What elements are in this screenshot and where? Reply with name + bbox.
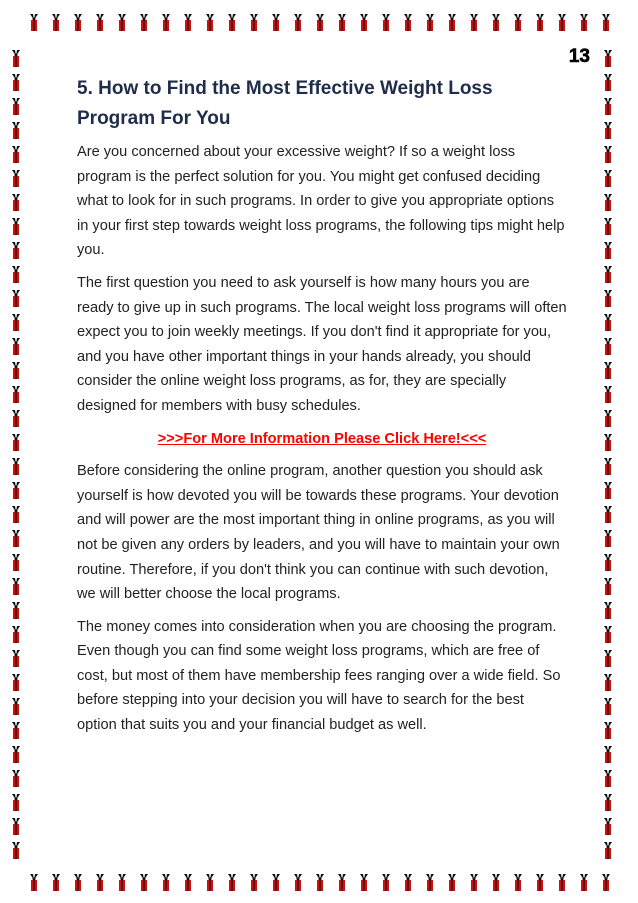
- red-gift-with-black-bow-icon: [206, 14, 214, 31]
- article: [77, 74, 567, 746]
- red-gift-with-black-bow-icon: [272, 14, 280, 31]
- red-gift-with-black-bow-icon: [228, 14, 236, 31]
- red-gift-with-black-bow-icon: [12, 722, 20, 739]
- red-gift-with-black-bow-icon: [558, 874, 566, 891]
- red-gift-with-black-bow-icon: [12, 434, 20, 451]
- red-gift-with-black-bow-icon: [12, 242, 20, 259]
- red-gift-with-black-bow-icon: [492, 14, 500, 31]
- red-gift-with-black-bow-icon: [12, 410, 20, 427]
- red-gift-with-black-bow-icon: [12, 98, 20, 115]
- page-number: 13: [568, 46, 590, 67]
- page-border-bottom: [0, 862, 638, 902]
- red-gift-with-black-bow-icon: [382, 14, 390, 31]
- red-gift-with-black-bow-icon: [514, 14, 522, 31]
- red-gift-with-black-bow-icon: [12, 770, 20, 787]
- red-gift-with-black-bow-icon: [604, 674, 612, 691]
- red-gift-with-black-bow-icon: [604, 578, 612, 595]
- red-gift-with-black-bow-icon: [272, 874, 280, 891]
- red-gift-with-black-bow-icon: [604, 74, 612, 91]
- red-gift-with-black-bow-icon: [96, 14, 104, 31]
- page-border-top: [0, 0, 638, 40]
- red-gift-with-black-bow-icon: [580, 874, 588, 891]
- red-gift-with-black-bow-icon: [12, 122, 20, 139]
- more-info-line: [77, 427, 567, 452]
- red-gift-with-black-bow-icon: [470, 874, 478, 891]
- red-gift-with-black-bow-icon: [74, 14, 82, 31]
- red-gift-with-black-bow-icon: [12, 266, 20, 283]
- red-gift-with-black-bow-icon: [604, 218, 612, 235]
- red-gift-with-black-bow-icon: [206, 874, 214, 891]
- red-gift-with-black-bow-icon: [536, 874, 544, 891]
- red-gift-with-black-bow-icon: [12, 602, 20, 619]
- red-gift-with-black-bow-icon: [12, 170, 20, 187]
- paragraph-hours: The first question you need to ask yourself is how many hours you are ready to give up in such programs. The local weight loss programs will often expect you to join weekly meetings. If you don't find it appropriate for you, and you have other important things in your hands already, you should consider the online weight loss programs, as for, they are specially designed for members with busy schedules.: [77, 274, 567, 414]
- red-gift-with-black-bow-icon: [96, 874, 104, 891]
- red-gift-with-black-bow-icon: [12, 506, 20, 523]
- red-gift-with-black-bow-icon: [382, 874, 390, 891]
- red-gift-with-black-bow-icon: [604, 434, 612, 451]
- red-gift-with-black-bow-icon: [604, 266, 612, 283]
- red-gift-with-black-bow-icon: [12, 338, 20, 355]
- red-gift-with-black-bow-icon: [604, 50, 612, 67]
- red-gift-with-black-bow-icon: [338, 14, 346, 31]
- red-gift-with-black-bow-icon: [604, 698, 612, 715]
- red-gift-with-black-bow-icon: [12, 818, 20, 835]
- red-gift-with-black-bow-icon: [604, 242, 612, 259]
- red-gift-with-black-bow-icon: [162, 14, 170, 31]
- article-heading: 5. How to Find the Most Effective Weight Loss Program For You: [77, 78, 493, 129]
- red-gift-with-black-bow-icon: [492, 874, 500, 891]
- red-gift-with-black-bow-icon: [140, 14, 148, 31]
- red-gift-with-black-bow-icon: [12, 650, 20, 667]
- red-gift-with-black-bow-icon: [604, 794, 612, 811]
- red-gift-with-black-bow-icon: [12, 626, 20, 643]
- red-gift-with-black-bow-icon: [12, 482, 20, 499]
- red-gift-with-black-bow-icon: [294, 14, 302, 31]
- red-gift-with-black-bow-icon: [604, 482, 612, 499]
- red-gift-with-black-bow-icon: [12, 314, 20, 331]
- red-gift-with-black-bow-icon: [228, 874, 236, 891]
- red-gift-with-black-bow-icon: [12, 290, 20, 307]
- red-gift-with-black-bow-icon: [140, 874, 148, 891]
- red-gift-with-black-bow-icon: [448, 14, 456, 31]
- red-gift-with-black-bow-icon: [12, 674, 20, 691]
- red-gift-with-black-bow-icon: [604, 530, 612, 547]
- red-gift-with-black-bow-icon: [184, 874, 192, 891]
- red-gift-with-black-bow-icon: [12, 50, 20, 67]
- red-gift-with-black-bow-icon: [118, 14, 126, 31]
- red-gift-with-black-bow-icon: [12, 530, 20, 547]
- red-gift-with-black-bow-icon: [604, 146, 612, 163]
- red-gift-with-black-bow-icon: [580, 14, 588, 31]
- red-gift-with-black-bow-icon: [184, 14, 192, 31]
- paragraph-money: The money comes into consideration when you are choosing the program. Even though you can find some weight loss programs, which are free of cost, but most of them have membership fees ranging over a wide field. So before stepping into your decision you will have to search for the best option that suits you and your financial budget as well.: [77, 618, 561, 734]
- red-gift-with-black-bow-icon: [604, 626, 612, 643]
- red-gift-with-black-bow-icon: [12, 218, 20, 235]
- red-gift-with-black-bow-icon: [118, 874, 126, 891]
- red-gift-with-black-bow-icon: [12, 386, 20, 403]
- red-gift-with-black-bow-icon: [604, 818, 612, 835]
- red-gift-with-black-bow-icon: [12, 146, 20, 163]
- red-gift-with-black-bow-icon: [604, 290, 612, 307]
- red-gift-with-black-bow-icon: [12, 554, 20, 571]
- red-gift-with-black-bow-icon: [338, 874, 346, 891]
- red-gift-with-black-bow-icon: [604, 410, 612, 427]
- red-gift-with-black-bow-icon: [604, 98, 612, 115]
- more-info-link[interactable]: >>>For More Information Please Click Here!<<<: [157, 430, 487, 447]
- red-gift-with-black-bow-icon: [604, 458, 612, 475]
- red-gift-with-black-bow-icon: [12, 194, 20, 211]
- red-gift-with-black-bow-icon: [514, 874, 522, 891]
- red-gift-with-black-bow-icon: [12, 458, 20, 475]
- red-gift-with-black-bow-icon: [12, 74, 20, 91]
- page-border-right: [594, 0, 624, 903]
- red-gift-with-black-bow-icon: [426, 874, 434, 891]
- red-gift-with-black-bow-icon: [604, 650, 612, 667]
- red-gift-with-black-bow-icon: [404, 14, 412, 31]
- red-gift-with-black-bow-icon: [250, 874, 258, 891]
- red-gift-with-black-bow-icon: [404, 874, 412, 891]
- paragraph-devotion: Before considering the online program, another question you should ask yourself is how devoted you will be towards these programs. Your devotion and will power are the most important thing in online programs, as you will not be given any orders by leaders, and you will have to maintain your own routine. Therefore, if you don't think you can continue with such devotion, we will better choose the local programs.: [77, 463, 560, 603]
- red-gift-with-black-bow-icon: [558, 14, 566, 31]
- red-gift-with-black-bow-icon: [12, 698, 20, 715]
- red-gift-with-black-bow-icon: [448, 874, 456, 891]
- red-gift-with-black-bow-icon: [426, 14, 434, 31]
- red-gift-with-black-bow-icon: [12, 746, 20, 763]
- red-gift-with-black-bow-icon: [12, 794, 20, 811]
- red-gift-with-black-bow-icon: [74, 874, 82, 891]
- red-gift-with-black-bow-icon: [30, 874, 38, 891]
- red-gift-with-black-bow-icon: [12, 578, 20, 595]
- red-gift-with-black-bow-icon: [316, 14, 324, 31]
- red-gift-with-black-bow-icon: [604, 554, 612, 571]
- red-gift-with-black-bow-icon: [536, 14, 544, 31]
- red-gift-with-black-bow-icon: [30, 14, 38, 31]
- red-gift-with-black-bow-icon: [604, 314, 612, 331]
- red-gift-with-black-bow-icon: [604, 338, 612, 355]
- red-gift-with-black-bow-icon: [604, 770, 612, 787]
- red-gift-with-black-bow-icon: [604, 122, 612, 139]
- red-gift-with-black-bow-icon: [12, 842, 20, 859]
- red-gift-with-black-bow-icon: [250, 14, 258, 31]
- red-gift-with-black-bow-icon: [604, 722, 612, 739]
- red-gift-with-black-bow-icon: [604, 842, 612, 859]
- red-gift-with-black-bow-icon: [294, 874, 302, 891]
- red-gift-with-black-bow-icon: [360, 874, 368, 891]
- red-gift-with-black-bow-icon: [316, 874, 324, 891]
- red-gift-with-black-bow-icon: [162, 874, 170, 891]
- red-gift-with-black-bow-icon: [604, 194, 612, 211]
- red-gift-with-black-bow-icon: [604, 746, 612, 763]
- red-gift-with-black-bow-icon: [604, 170, 612, 187]
- red-gift-with-black-bow-icon: [12, 362, 20, 379]
- red-gift-with-black-bow-icon: [604, 506, 612, 523]
- paragraph-intro: Are you concerned about your excessive weight? If so a weight loss program is the perfect solution for you. You might get confused deciding what to look for in such programs. In order to give you appropriate options in your first step towards weight loss programs, the following tips might help you.: [77, 144, 565, 259]
- red-gift-with-black-bow-icon: [52, 874, 60, 891]
- red-gift-with-black-bow-icon: [604, 362, 612, 379]
- red-gift-with-black-bow-icon: [52, 14, 60, 31]
- page-border-left: [0, 0, 30, 903]
- red-gift-with-black-bow-icon: [604, 602, 612, 619]
- red-gift-with-black-bow-icon: [470, 14, 478, 31]
- red-gift-with-black-bow-icon: [360, 14, 368, 31]
- red-gift-with-black-bow-icon: [604, 386, 612, 403]
